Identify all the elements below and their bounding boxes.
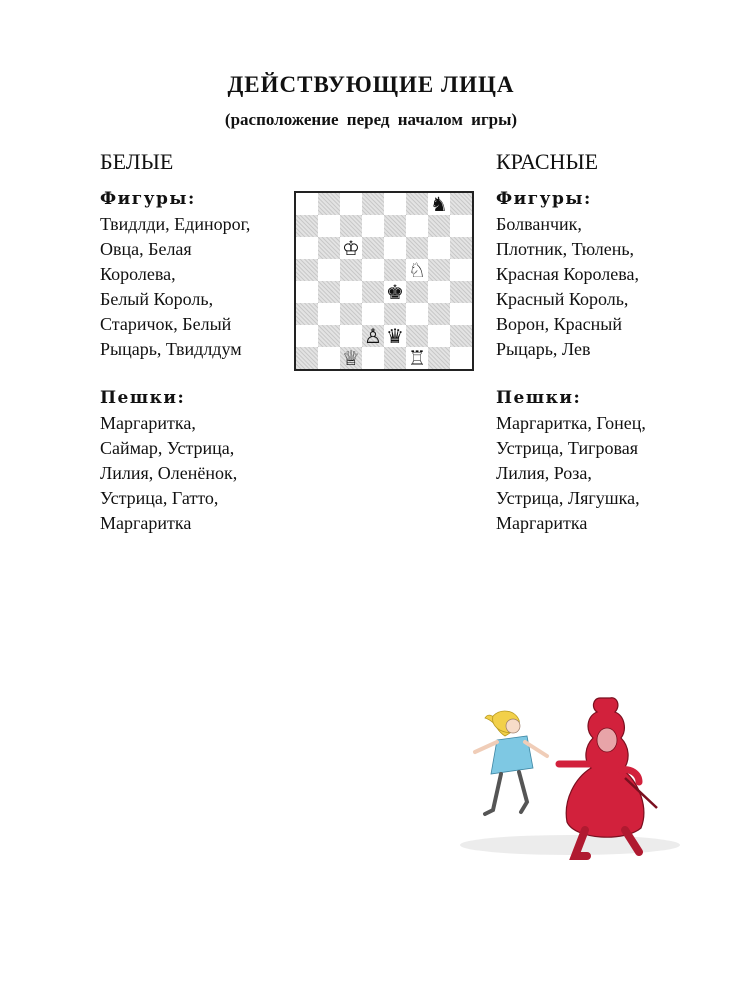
board-square — [296, 193, 318, 215]
list-item: Плотник, Тюлень, — [496, 239, 635, 259]
board-square — [340, 259, 362, 281]
board-square — [384, 325, 406, 347]
board-square — [450, 259, 472, 281]
red-pawns-list — [496, 411, 696, 536]
red-pawns-label: Пешки: — [496, 388, 582, 408]
red-pieces-list — [496, 212, 696, 362]
board-square — [384, 237, 406, 259]
board-square — [406, 215, 428, 237]
list-item: Овца, Белая — [100, 239, 192, 259]
board-square — [318, 303, 340, 325]
board-square — [362, 347, 384, 369]
white-king-icon: ♔ — [342, 237, 360, 259]
board-square — [318, 259, 340, 281]
board-square — [318, 237, 340, 259]
board-square — [362, 281, 384, 303]
board-square — [296, 259, 318, 281]
ground-shadow — [460, 835, 680, 855]
red-pieces-label: Фигуры: — [496, 189, 592, 209]
board-square — [450, 215, 472, 237]
board-square — [340, 347, 362, 369]
page-title: ДЕЙСТВУЮЩИЕ ЛИЦА — [227, 72, 515, 97]
black-knight-icon: ♞ — [430, 193, 448, 215]
white-rook-icon: ♖ — [408, 347, 426, 369]
list-item: Королева, — [100, 264, 176, 284]
list-item: Маргаритка — [496, 513, 588, 533]
list-item: Красный Король, — [496, 289, 629, 309]
white-queen-icon: ♕ — [342, 347, 360, 369]
board-square — [318, 347, 340, 369]
white-heading: БЕЛЫЕ — [100, 149, 174, 174]
board-square — [428, 303, 450, 325]
board-square — [428, 215, 450, 237]
board-square — [340, 237, 362, 259]
board-square — [406, 237, 428, 259]
board-square — [384, 215, 406, 237]
alice-figure — [475, 711, 547, 814]
white-pieces-label: Фигуры: — [100, 189, 196, 209]
list-item: Рыцарь, Лев — [496, 339, 591, 359]
board-square — [450, 281, 472, 303]
board-square — [362, 303, 384, 325]
board-square — [362, 237, 384, 259]
board-square — [362, 259, 384, 281]
red-column — [496, 147, 696, 536]
white-pieces-list — [100, 212, 285, 362]
board-square — [296, 347, 318, 369]
board-square — [362, 215, 384, 237]
board-square — [362, 325, 384, 347]
board-square — [384, 193, 406, 215]
board-square — [296, 237, 318, 259]
white-knight-icon: ♘ — [408, 259, 426, 281]
board-square — [296, 281, 318, 303]
board-square — [296, 215, 318, 237]
list-item: Устрица, Гатто, — [100, 488, 219, 508]
board-square — [406, 259, 428, 281]
board-square — [428, 325, 450, 347]
board-square — [340, 325, 362, 347]
list-item: Устрица, Тигровая — [496, 438, 639, 458]
list-item: Маргаритка, Гонец, — [496, 413, 646, 433]
board-square — [384, 347, 406, 369]
list-item: Саймар, Устрица, — [100, 438, 235, 458]
board-square — [450, 193, 472, 215]
list-item: Твидлди, Единорог, — [100, 214, 251, 234]
board-square — [296, 325, 318, 347]
red-queen-figure — [559, 698, 657, 856]
chess-board — [294, 191, 474, 371]
board-square — [318, 281, 340, 303]
board-square — [450, 303, 472, 325]
board-square — [384, 281, 406, 303]
board-square — [428, 281, 450, 303]
board-square — [384, 259, 406, 281]
board-square — [340, 303, 362, 325]
board-square — [318, 193, 340, 215]
list-item: Красная Королева, — [496, 264, 639, 284]
board-square — [384, 303, 406, 325]
board-square — [362, 193, 384, 215]
white-pawns-list — [100, 411, 285, 536]
page-subtitle: (расположение перед началом игры) — [224, 110, 518, 129]
list-item: Лилия, Оленёнок, — [100, 463, 238, 483]
list-item: Устрица, Лягушка, — [496, 488, 640, 508]
board-square — [318, 325, 340, 347]
board-square — [340, 281, 362, 303]
black-queen-icon: ♛ — [386, 325, 404, 347]
list-item: Лилия, Роза, — [496, 463, 592, 483]
list-item: Рыцарь, Твидлдум — [100, 339, 242, 359]
list-item: Болванчик, — [496, 214, 582, 234]
board-square — [406, 303, 428, 325]
list-item: Белый Король, — [100, 289, 214, 309]
board-square — [428, 237, 450, 259]
board-square — [428, 259, 450, 281]
list-item: Маргаритка — [100, 513, 192, 533]
board-square — [450, 347, 472, 369]
board-square — [406, 325, 428, 347]
white-column — [100, 147, 285, 536]
black-king-icon: ♚ — [386, 281, 404, 303]
board-square — [406, 347, 428, 369]
list-item: Старичок, Белый — [100, 314, 232, 334]
board-square — [296, 303, 318, 325]
board-square — [428, 193, 450, 215]
list-item: Ворон, Красный — [496, 314, 622, 334]
alice-and-red-queen-illustration — [435, 690, 685, 870]
board-square — [428, 347, 450, 369]
white-pawn-icon: ♙ — [364, 325, 382, 347]
white-pawns-label: Пешки: — [100, 388, 186, 408]
board-square — [406, 281, 428, 303]
red-heading: КРАСНЫЕ — [496, 149, 599, 174]
board-square — [406, 193, 428, 215]
board-square — [450, 325, 472, 347]
board-square — [318, 215, 340, 237]
list-item: Маргаритка, — [100, 413, 196, 433]
board-square — [450, 237, 472, 259]
board-square — [340, 215, 362, 237]
board-square — [340, 193, 362, 215]
